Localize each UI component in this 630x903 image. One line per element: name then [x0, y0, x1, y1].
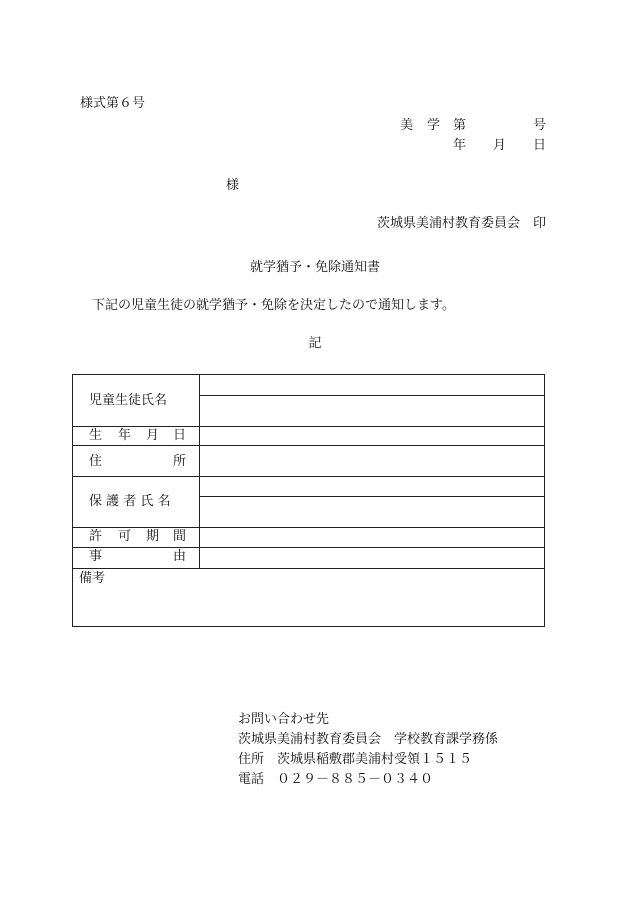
contact-block [238, 710, 498, 790]
label-period-d: 間 [173, 529, 187, 544]
date-year: 年 [453, 138, 467, 153]
doc-number-prefix: 美 [400, 118, 414, 133]
label-reason-b: 由 [173, 549, 187, 564]
issuer-line: 茨城県美浦村教育委員会 印 [376, 216, 546, 231]
contact-phone: 電話 ０２９－８８５－０３４０ [238, 772, 434, 787]
doc-number-dai: 第 [453, 118, 467, 133]
row-divider [73, 527, 544, 528]
form-table [72, 374, 545, 627]
contact-address: 住所 茨城県稲敷郡美浦村受領１５１５ [238, 752, 473, 767]
label-birth-nen: 年 [118, 428, 132, 443]
label-address-a: 住 [89, 454, 103, 469]
label-child-name: 児童生徒氏名 [89, 393, 168, 408]
body-text: 下記の児童生徒の就学猶予・免除を決定したので通知します。 [92, 298, 455, 313]
label-remarks: 備考 [79, 571, 106, 586]
row-divider [199, 496, 544, 497]
label-guardian-name: 保 護 者 氏 名 [89, 494, 171, 509]
label-period-b: 可 [118, 529, 132, 544]
label-birth-gatsu: 月 [146, 428, 160, 443]
row-divider [73, 445, 544, 446]
row-divider [73, 426, 544, 427]
row-divider [73, 476, 544, 477]
doc-number-go: 号 [533, 118, 547, 133]
row-divider [199, 395, 544, 396]
label-address-b: 所 [173, 454, 187, 469]
column-divider [199, 375, 200, 568]
doc-number-mid: 学 [427, 118, 441, 133]
label-period-a: 許 [89, 529, 103, 544]
date-month: 月 [493, 138, 507, 153]
label-period-c: 期 [146, 529, 160, 544]
form-number: 様式第６号 [80, 96, 146, 111]
document-title: 就学猶予・免除通知書 [249, 260, 380, 275]
label-birth-sei: 生 [89, 428, 103, 443]
contact-department: 茨城県美浦村教育委員会 学校教育課学務係 [238, 732, 499, 747]
row-divider [73, 547, 544, 548]
contact-heading: お問い合わせ先 [238, 712, 330, 727]
date-day: 日 [533, 138, 547, 153]
ki-label: 記 [308, 336, 322, 351]
row-divider [73, 568, 544, 569]
label-birth-hi: 日 [173, 428, 187, 443]
label-reason-a: 事 [89, 549, 103, 564]
addressee-honorific: 様 [226, 178, 240, 193]
